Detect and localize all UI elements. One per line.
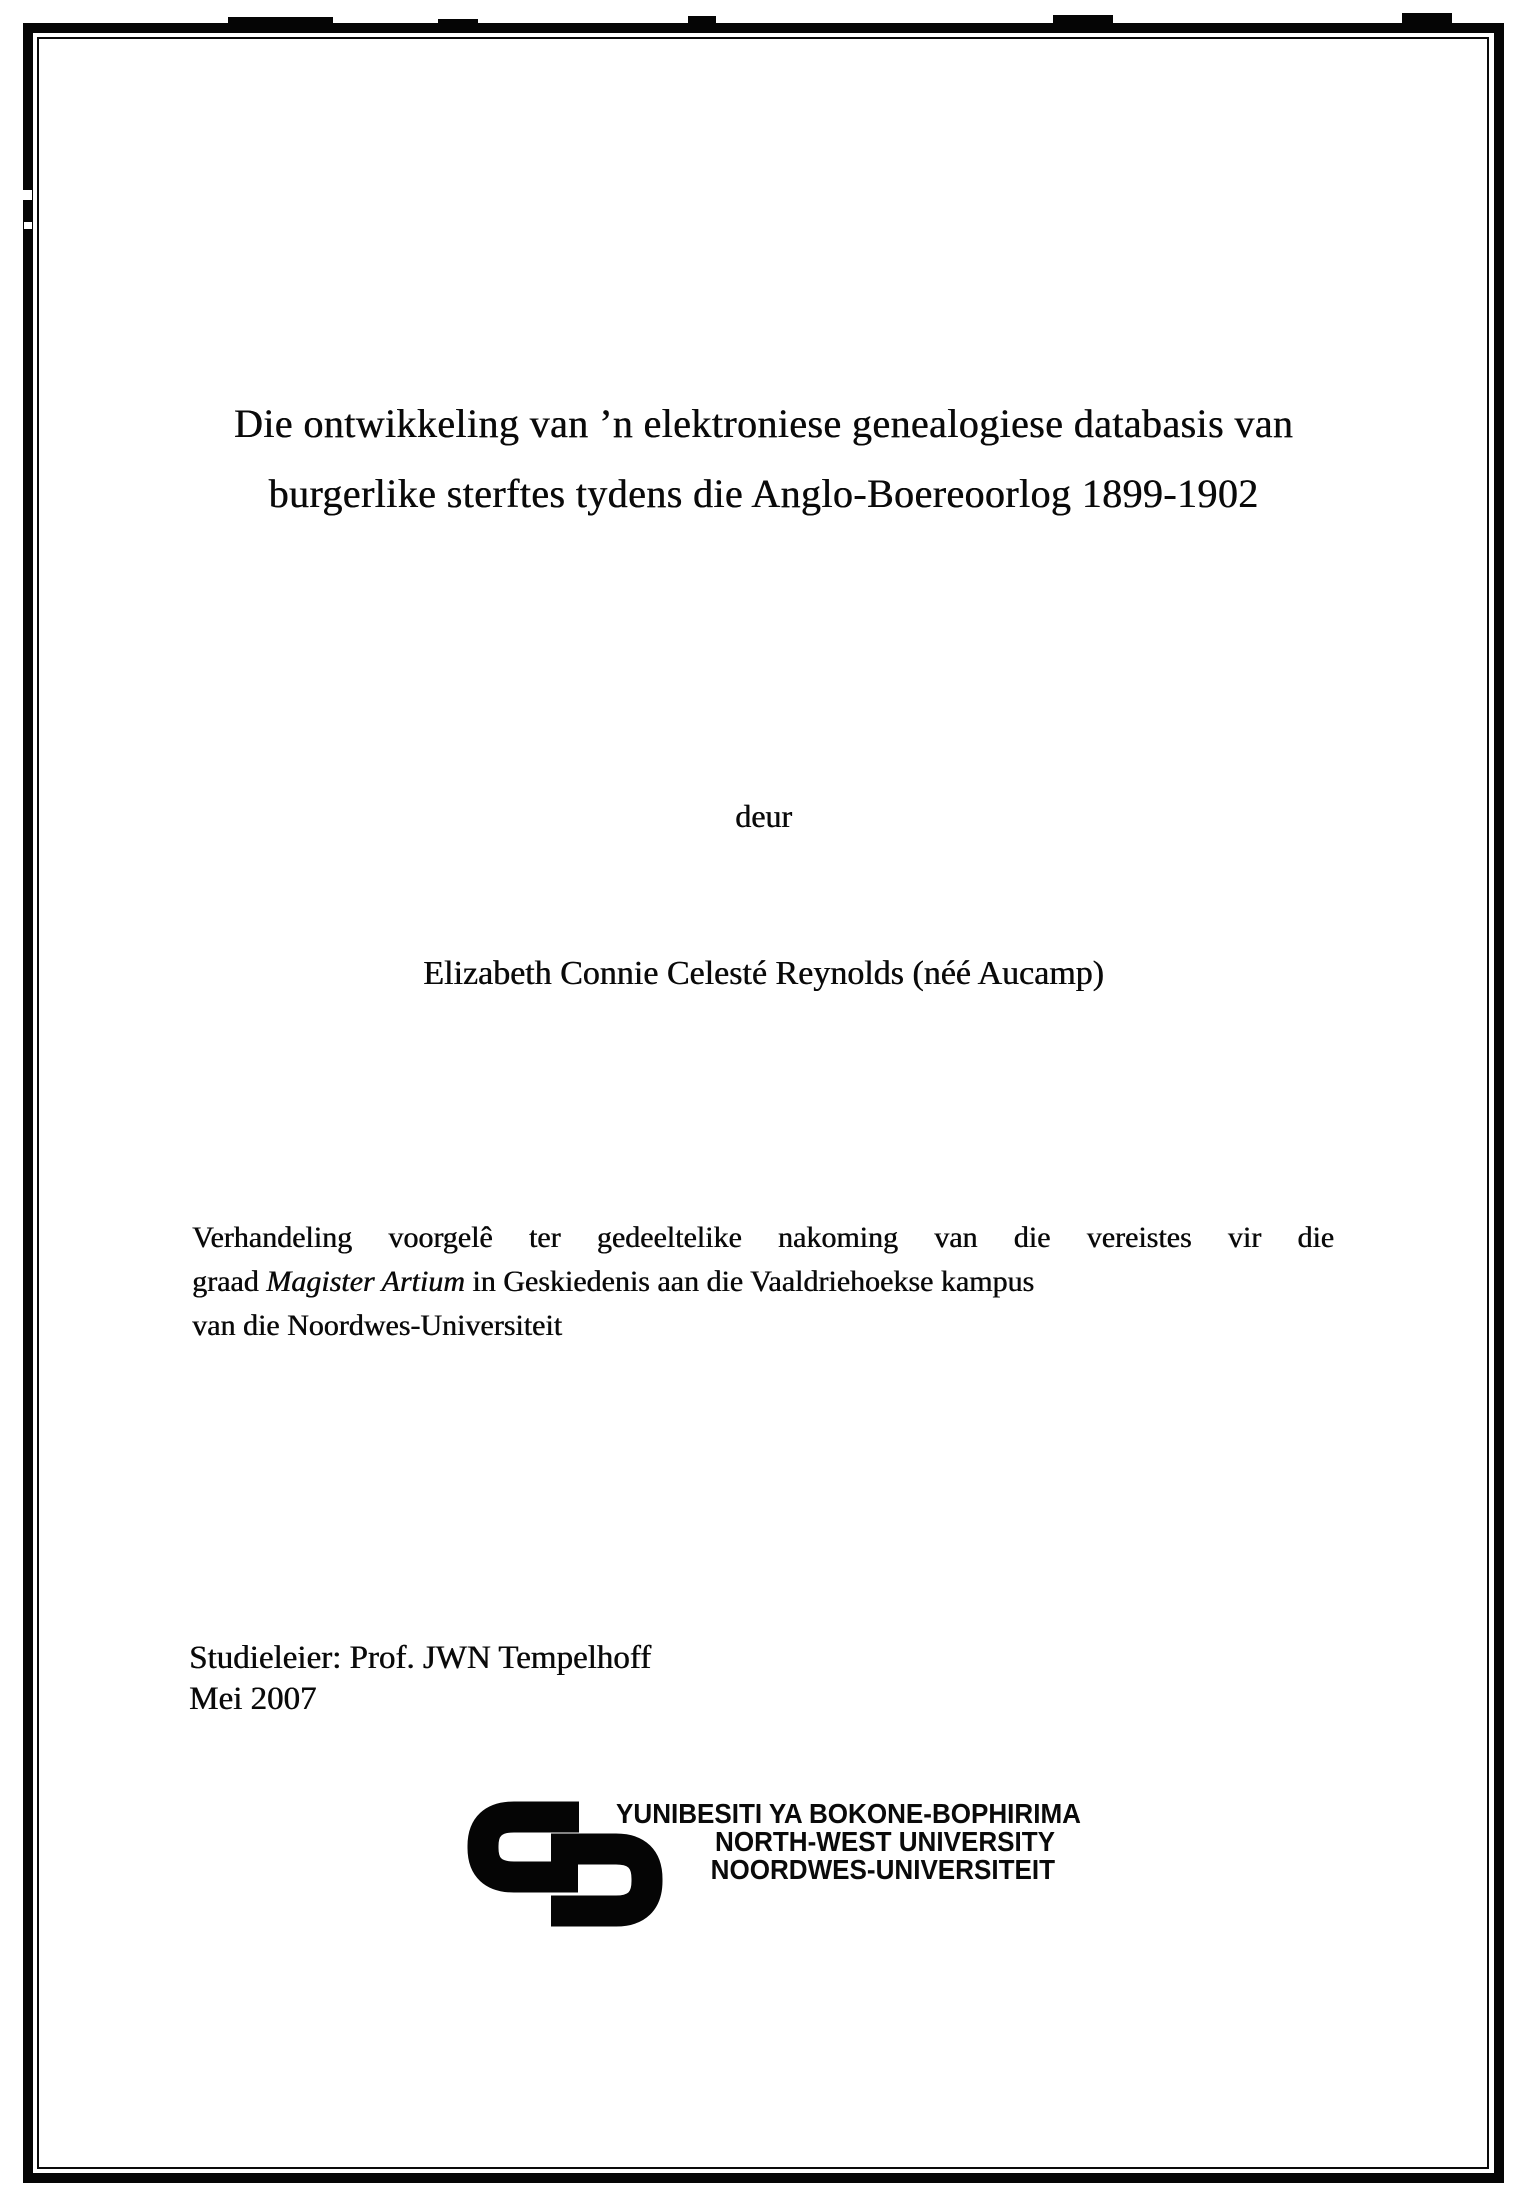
scan-artifact bbox=[23, 190, 32, 200]
declaration-line1: Verhandeling voorgelê ter gedeeltelike nakoming van die vereistes vir die bbox=[192, 1221, 1334, 1254]
declaration-line2-prefix: graad bbox=[192, 1265, 267, 1298]
declaration-line3: van die Noordwes-Universiteit bbox=[192, 1309, 562, 1342]
byline-label: deur bbox=[735, 798, 792, 834]
supervisor-line: Studieleier: Prof. JWN Tempelhoff bbox=[189, 1640, 652, 1676]
scan-artifact bbox=[24, 222, 32, 229]
logo-line-english: NORTH-WEST UNIVERSITY bbox=[715, 1826, 1055, 1857]
university-logo-text bbox=[583, 1798, 1081, 1885]
scan-artifact bbox=[688, 16, 716, 25]
supervisor-block bbox=[189, 1638, 651, 1720]
scan-artifact bbox=[228, 17, 333, 25]
university-logo bbox=[467, 1798, 1081, 1931]
logo-line-afrikaans: NOORDWES-UNIVERSITEIT bbox=[710, 1854, 1055, 1885]
thesis-title-line2: burgerlike sterftes tydens die Anglo-Boereoorlog 1899-1902 bbox=[268, 471, 1259, 516]
declaration-paragraph bbox=[192, 1216, 1334, 1348]
logo-line-setswana: YUNIBESITI YA BOKONE-BOPHIRIMA bbox=[616, 1798, 1081, 1829]
author-name: Elizabeth Connie Celesté Reynolds (néé Aucamp) bbox=[423, 955, 1104, 992]
thesis-title-line1: Die ontwikkeling van ’n elektroniese genealogiese databasis van bbox=[233, 401, 1294, 446]
declaration-line2-degree: Magister Artium bbox=[266, 1265, 465, 1298]
scan-artifact bbox=[1402, 13, 1452, 25]
declaration-line2 bbox=[192, 1260, 1334, 1304]
declaration-line2-suffix: in Geskiedenis aan die Vaaldriehoekse kampus bbox=[464, 1265, 1035, 1298]
scan-artifact bbox=[1053, 15, 1113, 25]
date-line: Mei 2007 bbox=[189, 1681, 317, 1717]
scan-artifact bbox=[438, 19, 478, 25]
